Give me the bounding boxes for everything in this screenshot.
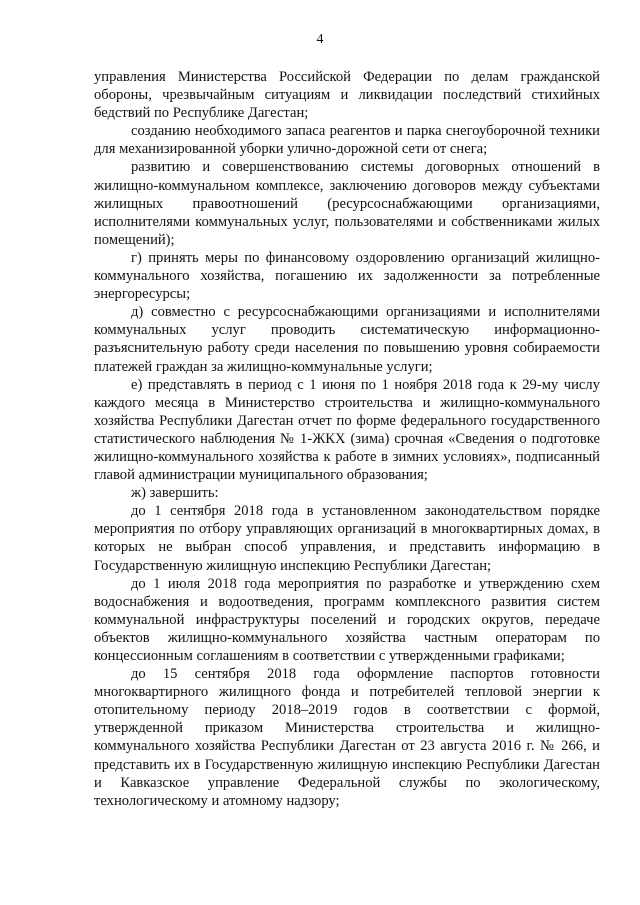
paragraph: до 1 сентября 2018 года в установленном законодательством порядке мероприятия по отбору управляющих организаций в многоквартирных домах, в которых не выбран способ управления, и представить информацию в Государственную жилищную инспекцию Республики Дагестан; [94, 503, 600, 574]
paragraph: ж) завершить: [131, 485, 219, 502]
paragraph: развитию и совершенствованию системы договорных отношений в жилищно-коммунальном комплексе, заключению договоров между субъектами жилищных правоотношений (ресурсоснабжающими организациями, исполнителями коммунальных услуг, пользователями и собственниками жилых помещений); [94, 159, 600, 248]
paragraph: е) представлять в период с 1 июня по 1 ноября 2018 года к 29-му числу каждого месяца в Министерство строительства и жилищно-коммунального хозяйства Республики Дагестан отчет по форме федерального государственного статистического наблюдения № 1-ЖКХ (зима) срочная «Сведения о подготовке жилищно-коммунального хозяйства к работе в зимних условиях», подписанный главой администрации муниципального образования; [94, 376, 600, 484]
paragraph: управления Министерства Российской Федерации по делам гражданской обороны, чрезвычайным ситуациям и ликвидации последствий стихийных бедствий по Республике Дагестан; [94, 69, 600, 122]
document-body [94, 68, 600, 810]
paragraph: до 1 июля 2018 года мероприятия по разработке и утверждению схем водоснабжения и водоотведения, программ комплексного развития систем коммунальной инфраструктуры поселений и городских округов, передаче объектов жилищно-коммунального хозяйства частным операторам по концессионным соглашениям в соответствии с утвержденными графиками; [94, 575, 600, 664]
paragraph: г) принять меры по финансовому оздоровлению организаций жилищно-коммунального хозяйства, погашению их задолженности за потребленные энергоресурсы; [94, 249, 600, 303]
paragraph: созданию необходимого запаса реагентов и парка снегоуборочной техники для механизированной уборки улично-дорожной сети от снега; [94, 123, 600, 158]
paragraph: до 15 сентября 2018 года оформление паспортов готовности многоквартирного жилищного фонда и потребителей тепловой энергии к отопительному периоду 2018–2019 годов в соответствии с формой, утвержденной приказом Министерства строительства и жилищно-коммунального хозяйства Республики Дагестан от 23 августа 2016 г. № 266, и представить их в Государственную жилищную инспекцию Республики Дагестан и Кавказское управление Федеральной службы по экологическому, технологическому и атомному надзору; [94, 666, 600, 809]
page-number: 4 [316, 32, 324, 47]
paragraph: д) совместно с ресурсоснабжающими организациями и исполнителями коммунальных услуг проводить систематическую информационно-разъяснительную работу среди населения по повышению уровня собираемости платежей граждан за жилищно-коммунальные услуги; [94, 304, 600, 375]
